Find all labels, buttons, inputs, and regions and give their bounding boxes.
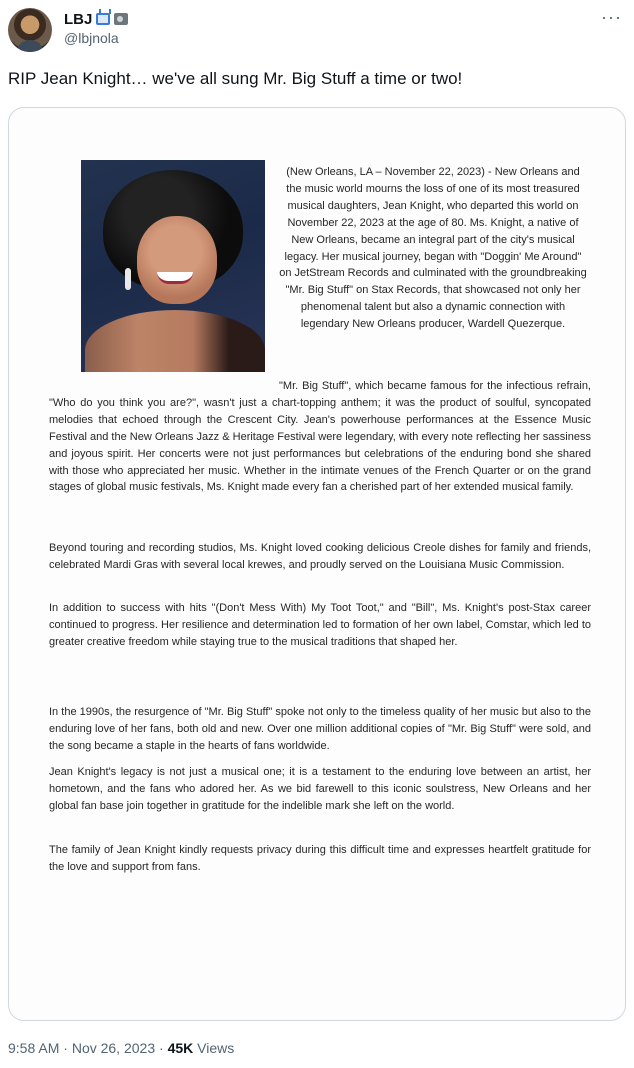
author-handle[interactable]: @lbjnola [64,30,119,46]
tweet-text: RIP Jean Knight… we've all sung Mr. Big Stuff a time or two! [8,69,463,88]
camera-icon [114,13,128,25]
tweet-meta [8,1040,234,1056]
tv-icon [96,13,110,25]
doc-paragraph: Jean Knight's legacy is not just a musical one; it is a testament to the enduring love between an artist, her hometown, and the fans who adored her. As we bid farewell to this iconic soulstress, New Orleans and her global fan base join together in gratitude for the indelible mark she left on the world. [49,766,591,812]
more-options-icon[interactable]: ··· [601,7,622,27]
doc-paragraph: In the 1990s, the resurgence of "Mr. Big Stuff" spoke not only to the timeless quality of her music but also to the enduring love of her fans, both old and new. Over one million additional copies of "Mr. Big Stuff" were sold, and the song became a staple in the hearts of fans worldwide. [49,706,591,752]
avatar[interactable] [8,8,52,52]
views-count: 45K [167,1040,194,1056]
views-label: Views [197,1040,235,1056]
portrait-photo [81,160,265,372]
doc-paragraph: Beyond touring and recording studios, Ms. Knight loved cooking delicious Creole dishes for family and friends, celebrated Mardi Gras with several local krewes, and proudly served on the Louisiana Music Commission. [49,542,591,571]
author-name-row[interactable] [64,10,128,28]
tweet-header [8,6,626,54]
author-display-name[interactable]: LBJ [64,10,93,28]
doc-paragraph: "Mr. Big Stuff", which became famous for the infectious refrain, "Who do you think you are?", wasn't just a chart-topping anthem; it was the product of soulful, syncopated melodies that echoed through the Crescent City. Jean's powerhouse performances at the Essence Music Festival and the New Orleans Jazz & Heritage Festival were legendary, with every note reflecting her sassiness and joyous spirit. Her concerts were not just performances but celebrations of the enduring bond she shared with those who appreciated her music. Whether in the intimate venues of the French Quarter or on the grand stages of global music festivals, Ms. Knight made every fan a cherished part of her extended musical family. [49,380,591,494]
tweet-date[interactable]: Nov 26, 2023 [71,1040,156,1056]
meta-separator: · [63,1040,68,1056]
doc-paragraph: In addition to success with hits "(Don't Mess With) My Toot Toot," and "Bill", Ms. Knight's post-Stax career continued to progress. Her resilience and determination led to formation of her own label, Comstar, which led to greater creative freedom while staying true to the musical traditions that shaped her. [49,602,591,648]
doc-paragraph: The family of Jean Knight kindly requests privacy during this difficult time and expresses heartfelt gratitude for the love and support from fans. [49,844,591,873]
tweet-media-image[interactable] [8,107,626,1021]
tweet-time[interactable]: 9:58 AM [8,1040,60,1056]
doc-intro: (New Orleans, LA – November 22, 2023) - New Orleans and the music world mourns the loss of one of its most treasured musical daughters, Jean Knight, who departed this world on November 22, 2023 at the age of 80. Ms. Knight, a native of New Orleans, became an integral part of the city's musical legacy. Her musical journey, began with "Doggin' Me Around" on JetStream Records and culminated with the groundbreaking "Mr. Big Stuff" on Stax Records, that showcased not only her phenomenal talent but also a dynamic connection with legendary New Orleans producer, Wardell Quezerque. [279,166,587,331]
meta-separator: · [159,1040,164,1056]
